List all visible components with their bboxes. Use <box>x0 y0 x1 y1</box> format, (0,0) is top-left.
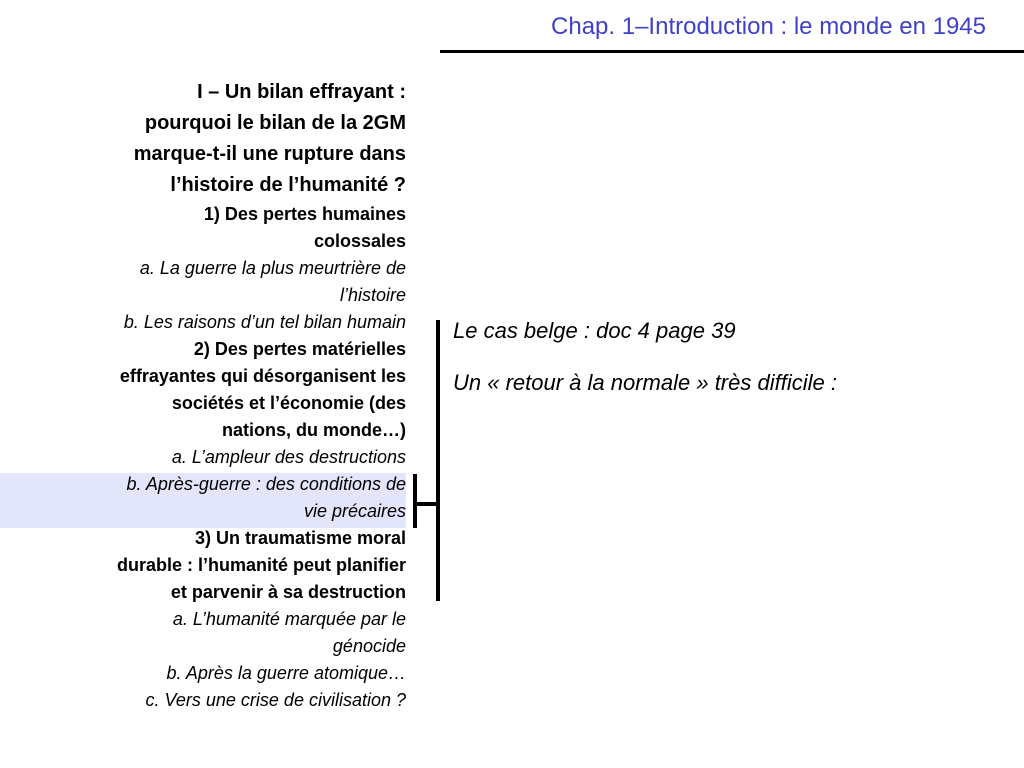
section-title-line: l’histoire de l’humanité ? <box>170 174 406 196</box>
subsection-2-line: nations, du monde…) <box>222 420 406 440</box>
subsection-1-line: 1) Des pertes humaines <box>203 204 406 224</box>
subsection-3b-line: b. Après la guerre atomique… <box>166 663 406 683</box>
outline-panel <box>0 77 406 714</box>
content-line-doc-reference: Le cas belge : doc 4 page 39 <box>453 318 736 343</box>
subsection-1a-line: l’histoire <box>339 285 406 305</box>
subsection-1a-line: a. La guerre la plus meurtrière de <box>139 258 406 278</box>
subsection-3-line: durable : l’humanité peut planifier <box>116 555 406 575</box>
slide-title: Chap. 1–Introduction : le monde en 1945 <box>551 13 986 40</box>
subsection-3-line: et parvenir à sa destruction <box>170 582 406 602</box>
subsection-1b-line: b. Les raisons d’un tel bilan humain <box>123 312 406 332</box>
subsection-3c-line: c. Vers une crise de civilisation ? <box>145 690 406 710</box>
bracket-small-vertical <box>413 474 417 528</box>
subsection-3a-line: génocide <box>332 636 406 656</box>
subsection-3-line: 3) Un traumatisme moral <box>194 528 406 548</box>
subsection-2-line: sociétés et l’économie (des <box>171 393 406 413</box>
content-line-return-normal: Un « retour à la normale » très difficile : <box>453 370 837 395</box>
subsection-3a-line: a. L’humanité marquée par le <box>172 609 406 629</box>
subsection-1-line: colossales <box>313 231 406 251</box>
title-underline <box>440 50 1024 53</box>
subsection-2b-line: b. Après-guerre : des conditions de <box>126 474 406 494</box>
bracket-large-vertical <box>436 320 440 601</box>
section-title-line: marque-t-il une rupture dans <box>133 143 406 165</box>
content-panel <box>453 316 837 420</box>
subsection-2b-line: vie précaires <box>303 501 406 521</box>
subsection-2-line: 2) Des pertes matérielles <box>193 339 406 359</box>
section-title-line: pourquoi le bilan de la 2GM <box>144 112 406 134</box>
subsection-2-line: effrayantes qui désorganisent les <box>119 366 406 386</box>
section-title-line: I – Un bilan effrayant : <box>197 81 406 103</box>
subsection-2a-line: a. L’ampleur des destructions <box>171 447 406 467</box>
